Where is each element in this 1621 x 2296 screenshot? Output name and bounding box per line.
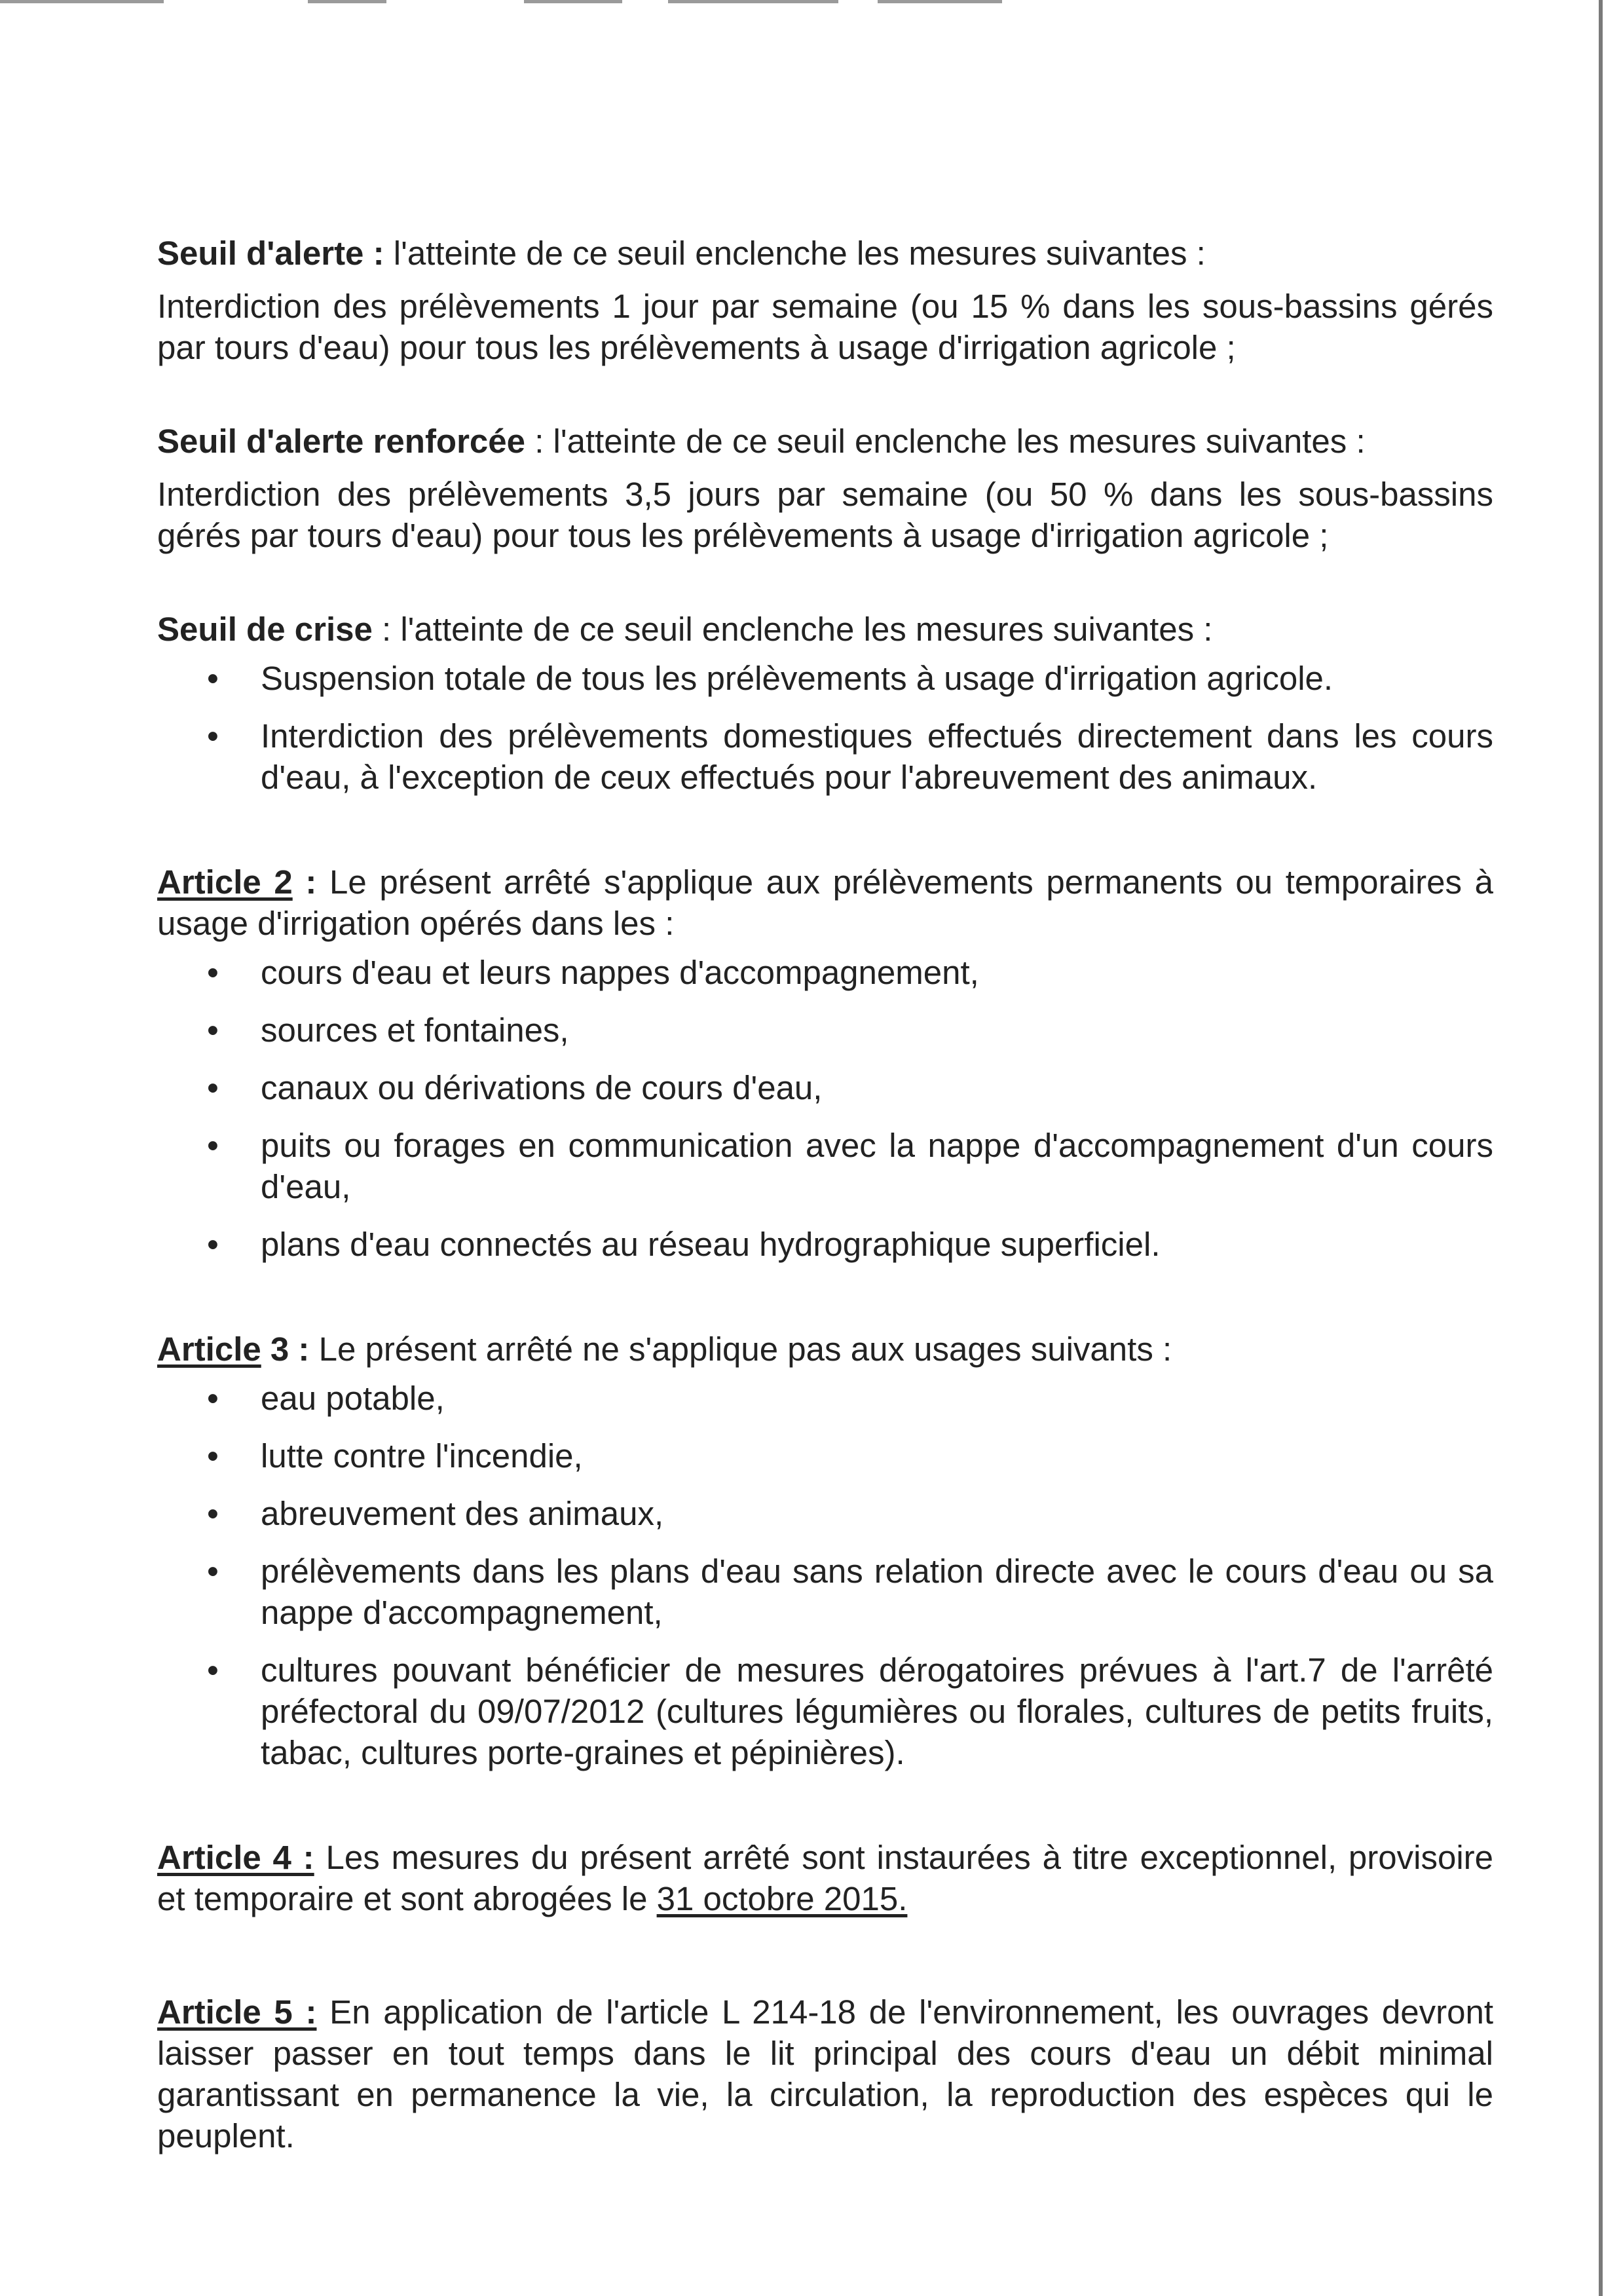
seuil-alerte-renforcee-intro: : l'atteinte de ce seuil enclenche les mesures suivantes : — [525, 423, 1366, 460]
bullet-icon: • — [207, 1651, 219, 1689]
bullet-icon: • — [207, 660, 219, 697]
list-item — [157, 1551, 1493, 1633]
article-3-label: Article — [157, 1330, 261, 1368]
bullet-icon: • — [207, 1495, 219, 1532]
bullet-icon: • — [207, 1437, 219, 1475]
seuil-crise-heading — [157, 609, 1493, 650]
list-item-text: prélèvements dans les plans d'eau sans relation directe avec le cours d'eau ou sa nappe d'accompagnement, — [261, 1553, 1493, 1631]
list-item-text: Interdiction des prélèvements domestiques effectués directement dans les cours d'eau, à l'exception de ceux effectués pour l'abreuvement des animaux. — [261, 717, 1493, 796]
list-item — [157, 1649, 1493, 1773]
bullet-icon: • — [207, 717, 219, 755]
spacer — [157, 1919, 1493, 1991]
article-2-colon: : — [292, 863, 317, 901]
bullet-icon: • — [207, 1011, 219, 1049]
bullet-icon: • — [207, 1127, 219, 1164]
list-item — [157, 952, 1493, 993]
list-item-text: eau potable, — [261, 1380, 445, 1417]
list-item — [157, 1378, 1493, 1419]
bullet-icon: • — [207, 1380, 219, 1417]
article-5-text: En application de l'article L 214-18 de l'environnement, les ouvrages devront laisser passer en tout temps dans le lit principal des cours d'eau un débit minimal garantissant en permanence la vie, la circulation, la reproduction des espèces qui le peuplent. — [157, 1993, 1493, 2155]
article-3-text: Le présent arrêté ne s'applique pas aux usages suivants : — [309, 1330, 1172, 1368]
list-item-text: lutte contre l'incendie, — [261, 1437, 583, 1475]
list-item — [157, 1493, 1493, 1534]
seuil-alerte-renforcee-text: Interdiction des prélèvements 3,5 jours par semaine (ou 50 % dans les sous-bassins gérés par tours d'eau) pour tous les prélèvements à usage d'irrigation agricole ; — [157, 476, 1493, 554]
seuil-crise-title: Seuil de crise — [157, 611, 373, 648]
article-3-list — [157, 1378, 1493, 1773]
list-item-text: plans d'eau connectés au réseau hydrographique superficiel. — [261, 1226, 1161, 1263]
article-4-label: Article 4 : — [157, 1839, 314, 1876]
article-2-text: Le présent arrêté s'applique aux prélèvements permanents ou temporaires à usage d'irrigation opérés dans les : — [157, 863, 1493, 942]
list-item-text: puits ou forages en communication avec la nappe d'accompagnement d'un cours d'eau, — [261, 1127, 1493, 1205]
seuil-alerte-title: Seuil d'alerte : — [157, 235, 384, 272]
spacer — [157, 1281, 1493, 1328]
list-item-text: Suspension totale de tous les prélèvements à usage d'irrigation agricole. — [261, 660, 1333, 697]
list-item-text: canaux ou dérivations de cours d'eau, — [261, 1069, 823, 1106]
scan-right-edge — [1599, 0, 1603, 2296]
list-item-text: abreuvement des animaux, — [261, 1495, 664, 1532]
list-item — [157, 1067, 1493, 1108]
list-item — [157, 658, 1493, 699]
article-2-label: Article 2 — [157, 863, 293, 901]
article-5-label: Article 5 : — [157, 1993, 317, 2031]
article-5 — [157, 1991, 1493, 2156]
scan-top-marks — [0, 0, 1621, 5]
list-item — [157, 1224, 1493, 1265]
article-4 — [157, 1837, 1493, 1919]
spacer — [157, 556, 1493, 609]
list-item-text: cultures pouvant bénéficier de mesures dérogatoires prévues à l'art.7 de l'arrêté préfectoral du 09/07/2012 (cultures légumières ou florales, cultures de petits fruits, tabac, cultures porte-graines et pépinières). — [261, 1651, 1493, 1771]
spacer — [157, 814, 1493, 861]
document-body — [157, 233, 1493, 2156]
list-item — [157, 715, 1493, 798]
list-item — [157, 1009, 1493, 1051]
article-2-list — [157, 952, 1493, 1265]
article-3-number: 3 : — [261, 1330, 310, 1368]
article-4-date: 31 octobre 2015. — [656, 1880, 908, 1917]
article-4-text: Les mesures du présent arrêté sont instaurées à titre exceptionnel, provisoire et temporaire et sont abrogées le — [157, 1839, 1493, 1917]
seuil-alerte-text: Interdiction des prélèvements 1 jour par semaine (ou 15 % dans les sous-bassins gérés par tours d'eau) pour tous les prélèvements à usage d'irrigation agricole ; — [157, 288, 1493, 366]
article-2 — [157, 861, 1493, 944]
bullet-icon: • — [207, 1226, 219, 1263]
seuil-crise-intro: : l'atteinte de ce seuil enclenche les mesures suivantes : — [372, 611, 1213, 648]
seuil-alerte-renforcee-heading — [157, 421, 1493, 462]
bullet-icon: • — [207, 1553, 219, 1590]
seuil-crise-list — [157, 658, 1493, 798]
list-item-text: cours d'eau et leurs nappes d'accompagnement, — [261, 954, 979, 991]
spacer — [157, 1790, 1493, 1837]
seuil-alerte-heading — [157, 233, 1493, 274]
seuil-alerte-intro: l'atteinte de ce seuil enclenche les mesures suivantes : — [384, 235, 1206, 272]
article-3 — [157, 1328, 1493, 1370]
bullet-icon: • — [207, 1069, 219, 1106]
list-item — [157, 1125, 1493, 1207]
list-item — [157, 1435, 1493, 1477]
bullet-icon: • — [207, 954, 219, 991]
list-item-text: sources et fontaines, — [261, 1011, 569, 1049]
spacer — [157, 368, 1493, 421]
seuil-alerte-renforcee-title: Seuil d'alerte renforcée — [157, 423, 526, 460]
